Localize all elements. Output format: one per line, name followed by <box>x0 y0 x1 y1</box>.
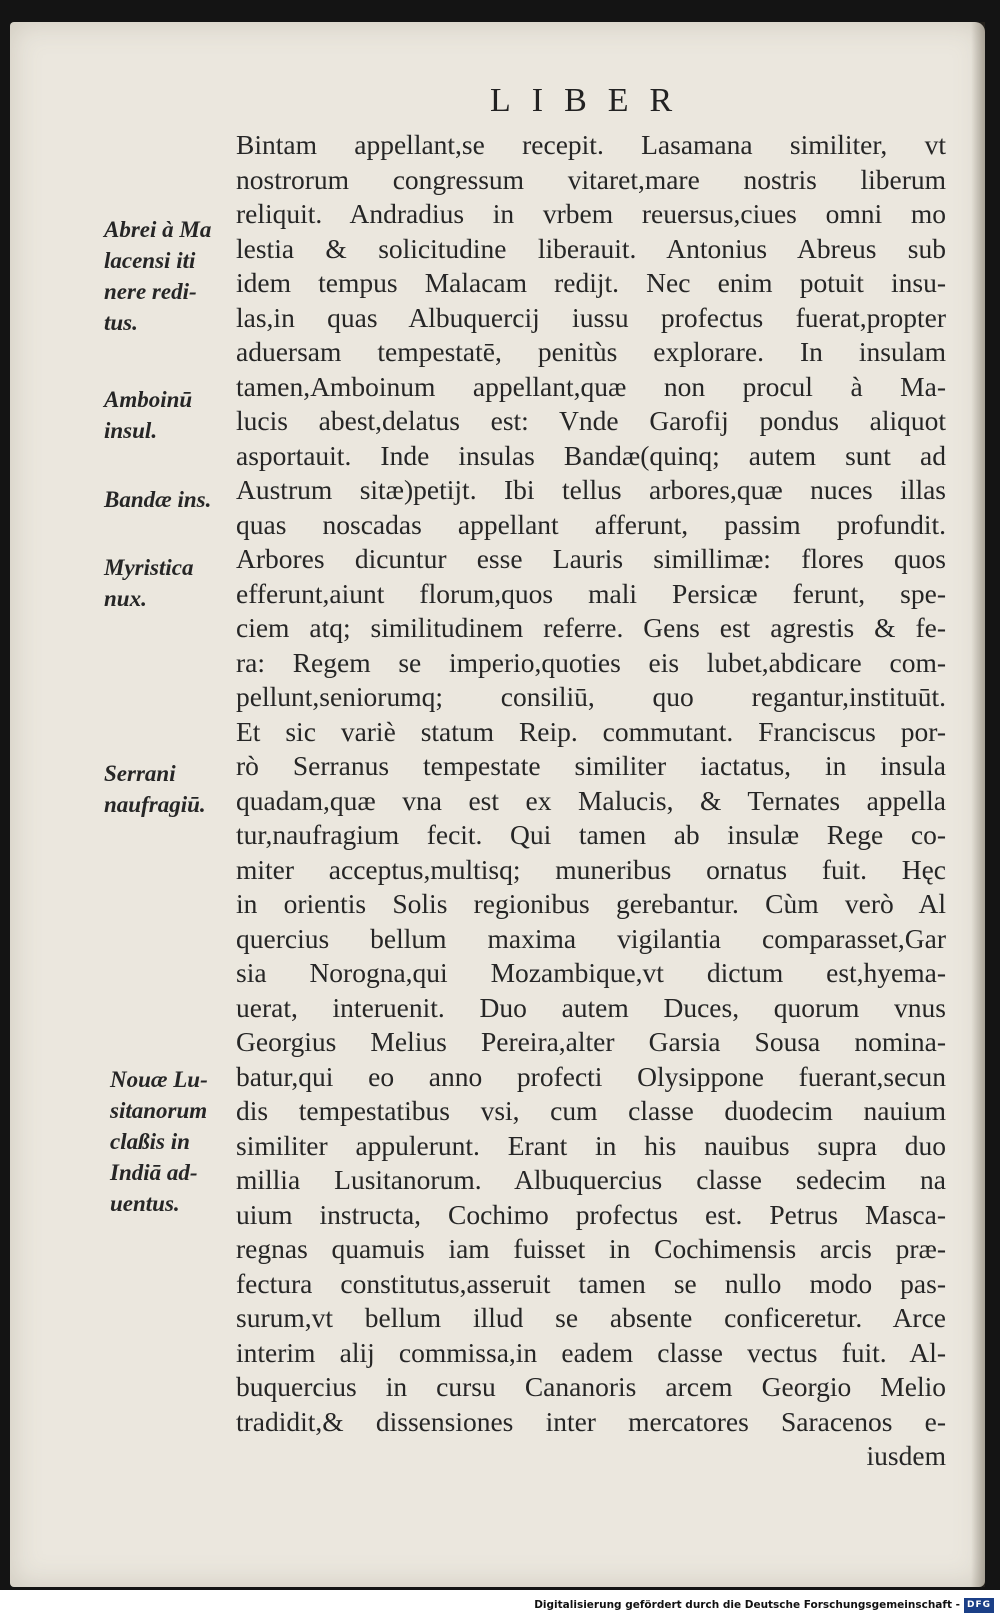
text-line: ra: Regem se imperio,quoties eis lubet,abdicare com- <box>236 646 946 678</box>
text-line: quas noscadas appellant afferunt, passim profundit. <box>236 508 946 540</box>
margin-note-myristica: Myristica nux. <box>104 555 194 611</box>
text-line: uerat, interuenit. Duo autem Duces, quorum vnus <box>236 991 946 1023</box>
text-line: uium instructa, Cochimo profectus est. Petrus Masca- <box>236 1198 946 1230</box>
text-line: dis tempestatibus vsi, cum classe duodecim nauium <box>236 1095 946 1126</box>
text-line: efferunt,aiunt florum,quos mali Persicæ ferunt, spe- <box>236 577 946 609</box>
text-line: tradidit,& dissensiones inter mercatores Saracenos e- <box>236 1405 946 1437</box>
text-line: batur,qui eo anno profecti Olysippone fuerant,secun <box>236 1060 946 1092</box>
text-line: pellunt,seniorumq; consiliū, quo regantur,instituūt. <box>236 681 946 712</box>
text-line: ciem atq; similitudinem referre. Gens est agrestis & fe- <box>236 612 946 643</box>
text-line: sia Norogna,qui Mozambique,vt dictum est,hyema- <box>236 957 946 988</box>
text-line: nostrorum congressum vitaret,mare nostris liberum <box>236 163 946 195</box>
dfg-logo-icon: DFG <box>964 1598 994 1613</box>
margin-note-bandae: Bandæ ins. <box>104 487 212 512</box>
text-line: las,in quas Albuquercij iussu profectus fuerat,propter <box>236 301 946 333</box>
text-line: quercius bellum maxima vigilantia comparasset,Gar <box>236 922 946 954</box>
text-line: lestia & solicitudine liberauit. Antonius Abreus sub <box>236 232 946 264</box>
text-line: in orientis Solis regionibus gerebantur. Cùm verò Al <box>236 888 946 919</box>
text-line: asportauit. Inde insulas Bandæ(quinq; autem sunt ad <box>236 439 946 471</box>
text-line: similiter appulerunt. Erant in his nauibus supra duo <box>236 1129 946 1161</box>
text-line: lucis abest,delatus est: Vnde Garofij pondus aliquot <box>236 405 946 436</box>
margin-note-amboinum: Amboinū insul. <box>104 387 193 443</box>
text-line: aduersam tempestatē, penitùs explorare. In insulam <box>236 336 946 367</box>
text-line: surum,vt bellum illud se absente conficeretur. Arce <box>236 1302 946 1333</box>
footer-bar <box>0 1590 1000 1621</box>
text-line: Georgius Melius Pereira,alter Garsia Sousa nomina- <box>236 1026 946 1057</box>
page-edge-shadow <box>971 22 985 1587</box>
text-line: Bintam appellant,se recepit. Lasamana similiter, vt <box>236 129 946 160</box>
margin-note-nouae-classis: Nouæ Lu- sitanorum claßis in Indiā ad- uentus. <box>110 1067 208 1216</box>
text-line: Austrum sitæ)petijt. Ibi tellus arbores,quæ nuces illas <box>236 474 946 505</box>
text-line: buquercius in cursu Cananoris arcem Georgio Melio <box>236 1371 946 1402</box>
text-line-catchword: iusdem <box>866 1440 946 1471</box>
text-line: tamen,Amboinum appellant,quæ non procul à Ma- <box>236 370 946 402</box>
text-line: Et sic variè statum Reip. commutant. Franciscus por- <box>236 715 946 747</box>
running-head: LIBER <box>490 82 694 119</box>
text-line: miter acceptus,multisq; muneribus ornatus fuit. Hęc <box>236 853 946 885</box>
text-line: reliquit. Andradius in vrbem reuersus,ciues omni mo <box>236 198 946 229</box>
text-line: millia Lusitanorum. Albuquercius classe sedecim na <box>236 1164 946 1195</box>
text-line: tur,naufragium fecit. Qui tamen ab insulæ Rege co- <box>236 819 946 850</box>
text-line: regnas quamuis iam fuisset in Cochimensis arcis præ- <box>236 1233 946 1264</box>
text-line: interim alij commissa,in eadem classe vectus fuit. Al- <box>236 1336 946 1368</box>
text-line: rò Serranus tempestate similiter iactatus, in insula <box>236 750 946 781</box>
text-line: idem tempus Malacam rediјt. Nec enim potuit insu- <box>236 267 946 298</box>
body-text-block <box>236 128 946 1474</box>
text-line: Arbores dicuntur esse Lauris simillimæ: flores quos <box>236 543 946 574</box>
margin-note-serrani: Serrani naufragiū. <box>104 761 206 817</box>
text-line: fectura constitutus,asseruit tamen se nullo modo pas- <box>236 1267 946 1299</box>
text-line: quadam,quæ vna est ex Malucis, & Ternates appella <box>236 784 946 816</box>
funding-credit: Digitalisierung gefördert durch die Deutsche Forschungsgemeinschaft - <box>534 1599 960 1611</box>
margin-note-abrei: Abrei à Ma lacensi iti nere redi- tus. <box>104 217 212 335</box>
